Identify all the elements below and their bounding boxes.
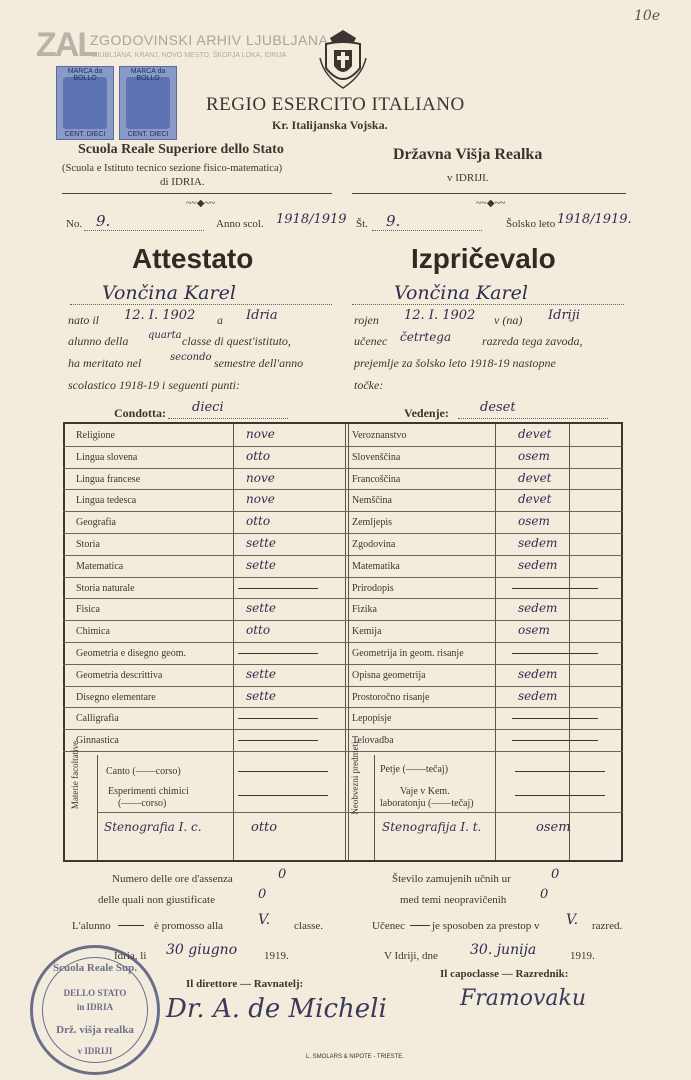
table-row-divider	[63, 446, 623, 447]
it-born-label: nato il	[68, 313, 100, 327]
revenue-stamp-2	[119, 66, 177, 140]
subject-label-sl: Veroznanstvo	[352, 430, 407, 441]
table-row-divider	[63, 489, 623, 490]
no-value: 9.	[96, 212, 111, 230]
revenue-stamp-1	[56, 66, 114, 140]
subject-label-sl: Prostoročno risanje	[352, 691, 430, 703]
optional-divider-sl	[374, 755, 375, 860]
subject-grade-it: nove	[246, 492, 275, 507]
subject-grade-it: sette	[246, 688, 277, 703]
leto-label: Šolsko leto	[506, 218, 556, 230]
absence-sl-line2: med temi neopravičenih	[400, 894, 507, 906]
ornament-left: ~~◆~~	[186, 198, 216, 209]
subject-grade-sl: devet	[518, 492, 552, 507]
header-title: REGIO ESERCITO ITALIANO	[206, 94, 465, 115]
subject-grade-sl: osem	[518, 448, 550, 463]
printer-credit: L. SMOLARS & NIPOTE - TRIESTE.	[306, 1054, 404, 1060]
it-semester: secondo	[170, 352, 212, 363]
empty-grade-dash	[512, 718, 598, 719]
sl-line3: prejemlje za šolsko leto 1918-19 nastopne	[354, 356, 556, 370]
subject-label-sl: Matematika	[352, 560, 400, 572]
table-row-divider	[63, 664, 623, 665]
director-label: Il direttore — Ravnatelj:	[186, 978, 304, 990]
optional-divider-it	[97, 755, 98, 860]
subject-grade-it: otto	[246, 514, 271, 529]
date-sl-day: 30. junija	[470, 942, 537, 958]
table-row-divider	[63, 598, 623, 599]
conduct-value-it: dieci	[192, 400, 224, 415]
left-school-city: di IDRIA.	[160, 176, 205, 188]
student-name-sl: Vončina Karel	[394, 282, 528, 304]
optional-esper-2: (——corso)	[118, 798, 167, 809]
header-divider-left	[62, 193, 332, 194]
table-row-divider	[63, 642, 623, 643]
subject-label-sl: Zgodovina	[352, 539, 396, 550]
empty-grade-dash	[238, 740, 318, 741]
subject-grade-sl: osem	[518, 623, 550, 638]
it-birth-date: 12. I. 1902	[124, 308, 196, 323]
empty-grade-dash	[512, 740, 598, 741]
subject-label-it: Geometria descrittiva	[76, 669, 163, 681]
optional-block-divider	[63, 751, 623, 752]
promotion-sl-a: Učenec	[372, 920, 405, 932]
subject-label-sl: Lepopisje	[352, 713, 392, 725]
absence-sl-line1: Število zamujenih učnih ur	[392, 873, 511, 885]
sl-class: četrtega	[400, 330, 452, 344]
absence-it-val2: 0	[258, 887, 267, 902]
it-line2a: alunno della	[68, 334, 129, 348]
subject-grade-it: nove	[246, 427, 275, 441]
subject-label-it: Disegno elementare	[76, 691, 156, 703]
date-it-day: 30 giugno	[166, 942, 238, 958]
subject-label-sl: Slovenščina	[352, 451, 401, 463]
promotion-it-b: è promosso alla	[154, 920, 224, 932]
sl-line2a: učenec	[354, 334, 388, 348]
promotion-it-class: V.	[258, 912, 271, 928]
table-row-divider	[63, 729, 623, 730]
subject-label-it: Lingua francese	[76, 473, 141, 485]
subject-grade-it: otto	[246, 623, 271, 638]
subject-grade-it: sette	[246, 601, 277, 616]
subject-label-it: Lingua slovena	[76, 451, 138, 463]
school-seal	[30, 945, 160, 1075]
seal-top-text: Scuola Reale Sup.	[52, 962, 138, 974]
coat-of-arms-icon	[316, 28, 370, 92]
absence-it-val1: 0	[278, 867, 287, 882]
subject-grade-it: nove	[246, 470, 275, 485]
promotion-sl-b: je sposoben za prestop v	[432, 920, 540, 932]
optional-side-it: Materie facoltative	[70, 740, 80, 810]
optional-esper-1: Esperimenti chimici	[108, 786, 189, 797]
title-attestato: Attestato	[132, 243, 254, 274]
sl-born-label: rojen	[354, 313, 379, 327]
ornament-right: ~~◆~~	[476, 198, 506, 209]
revenue-stamp-bottom-label: CENT. DIECI	[64, 131, 106, 138]
promotion-sl-c: razred.	[592, 920, 623, 932]
subject-grade-it: sette	[246, 536, 277, 550]
conduct-label-it: Condotta:	[114, 406, 167, 420]
subject-label-it: Lingua tedesca	[76, 495, 137, 507]
subject-grade-sl: sedem	[518, 557, 558, 572]
class-teacher-label: Il capoclasse — Razrednik:	[440, 968, 569, 980]
promotion-it-c: classe.	[294, 920, 324, 932]
empty-grade-dash	[238, 588, 318, 589]
subject-grade-it: sette	[246, 557, 277, 572]
promotion-it-a: L'alunno	[72, 920, 111, 932]
table-row-divider	[63, 533, 623, 534]
table-row-divider	[63, 577, 623, 578]
subject-grade-it: otto	[246, 448, 271, 463]
optional-side-sl: Neobvezni predmeti	[350, 741, 360, 815]
sl-line2b: razreda tega zavoda,	[482, 334, 583, 348]
promotion-sl-class: V.	[566, 912, 579, 928]
empty-grade-dash	[238, 718, 318, 719]
sl-line4: točke:	[354, 378, 384, 392]
archive-subtitle: LJUBLJANA, KRANJ, NOVO MESTO, ŠKOFJA LOKA, IDRIJA	[92, 52, 287, 59]
absence-it-line2: delle quali non giustificate	[98, 894, 215, 906]
optional-petje: Petje (——tečaj)	[380, 764, 449, 775]
table-row-divider	[63, 707, 623, 708]
anno-label: Anno scol.	[216, 218, 264, 230]
it-class: quarta	[148, 330, 182, 341]
title-izpricevalo: Izpričevalo	[411, 243, 556, 274]
subject-label-it: Storia	[76, 539, 100, 550]
date-sl-year: 1919.	[570, 950, 595, 962]
right-school-name: Državna Višja Realka	[393, 146, 543, 163]
subject-label-it: Storia naturale	[76, 582, 135, 594]
revenue-stamp-top-label: MARCA da BOLLO	[67, 68, 103, 82]
empty-grade-dash	[512, 588, 598, 589]
revenue-stamp-top-label: MARCA da BOLLO	[130, 68, 166, 82]
empty-grade-dash	[238, 653, 318, 654]
absence-it-line1: Numero delle ore d'assenza	[112, 873, 233, 885]
empty-grade-dash	[512, 653, 598, 654]
subject-label-sl: Nemščina	[352, 495, 392, 507]
subject-label-sl: Geometrija in geom. risanje	[352, 648, 464, 659]
table-row-divider	[63, 468, 623, 469]
subject-grade-sl: sedem	[518, 666, 558, 681]
archive-ref: 10e	[634, 8, 661, 24]
subject-grade-sl: devet	[518, 470, 552, 485]
optional-steno-it-grade: otto	[251, 820, 278, 835]
no-label: No.	[66, 218, 83, 230]
subject-grade-sl: osem	[518, 514, 550, 529]
it-line3a: ha meritato nel	[68, 356, 142, 370]
subject-label-it: Matematica	[76, 560, 124, 572]
optional-steno-sl: Stenografija I. t.	[382, 820, 482, 834]
date-it-place: Idria, li	[114, 950, 147, 962]
revenue-stamp-bottom-label: CENT. DIECI	[127, 131, 169, 138]
left-school-name: Scuola Reale Superiore dello Stato	[78, 142, 284, 157]
class-teacher-signature: Framovaku	[460, 986, 587, 1011]
director-signature: Dr. A. de Micheli	[166, 994, 387, 1024]
table-row-divider	[63, 686, 623, 687]
subject-label-it: Geografia	[76, 517, 116, 529]
subject-label-it: Ginnastica	[76, 735, 119, 747]
subject-label-sl: Prirodopis	[352, 582, 394, 594]
date-it-year: 1919.	[264, 950, 289, 962]
subject-label-it: Chimica	[76, 626, 110, 638]
archive-name: ZGODOVINSKI ARHIV LJUBLJANA	[90, 32, 329, 48]
it-line2b: classe di quest'istituto,	[182, 334, 291, 348]
archive-logo: ZAL	[36, 26, 97, 64]
it-birth-place: Idria	[246, 308, 278, 323]
optional-canto: Canto (——corso)	[106, 766, 181, 777]
subject-label-sl: Telovadba	[352, 735, 394, 747]
conduct-value-sl: deset	[480, 400, 516, 415]
header-subtitle: Kr. Italijanska Vojska.	[272, 118, 388, 132]
sl-birth-place: Idriji	[548, 308, 581, 323]
optional-vaje-2: laboratonju (——tečaj)	[380, 798, 474, 809]
leto-value: 1918/1919.	[557, 212, 632, 227]
subject-grade-sl: sedem	[518, 601, 558, 616]
subject-label-sl: Opisna geometrija	[352, 669, 426, 681]
seal-middle1-text: DELLO STATO	[63, 988, 127, 998]
absence-sl-val2: 0	[540, 887, 549, 902]
optional-block-divider	[97, 812, 623, 813]
subject-grade-sl: devet	[518, 427, 552, 441]
it-line3b: semestre dell'anno	[214, 356, 304, 370]
table-row-divider	[63, 555, 623, 556]
optional-vaje-1: Vaje v Kem.	[400, 786, 450, 797]
optional-steno-it: Stenografia I. c.	[104, 820, 202, 834]
seal-middle2-text: in IDRIA	[76, 1002, 114, 1012]
seal-bottom-text: Drž. višja realka	[56, 1024, 134, 1036]
subject-label-it: Fisica	[76, 604, 100, 616]
subject-label-sl: Zemljepis	[352, 517, 392, 529]
subject-label-it: Geometria e disegno geom.	[76, 648, 186, 659]
left-school-desc: (Scuola e Istituto tecnico sezione fisico-matematica)	[62, 163, 283, 174]
conduct-label-sl: Vedenje:	[404, 406, 449, 420]
sl-v-label: v (na)	[494, 313, 523, 327]
date-sl-place: V Idriji, dne	[384, 950, 438, 962]
optional-steno-sl-grade: osem	[536, 820, 571, 835]
subject-label-sl: Fizika	[352, 604, 377, 616]
st-value: 9.	[386, 212, 401, 230]
sl-birth-date: 12. I. 1902	[404, 308, 476, 323]
subject-label-sl: Kemija	[352, 626, 382, 638]
subject-grade-sl: sedem	[518, 688, 558, 703]
table-row-divider	[63, 620, 623, 621]
absence-sl-val1: 0	[551, 867, 560, 882]
seal-city-text: v IDRIJI	[77, 1046, 113, 1056]
subject-label-it: Calligrafia	[76, 713, 119, 725]
right-school-city: v IDRIJI.	[447, 172, 489, 184]
st-label: Št.	[356, 218, 368, 230]
subject-label-sl: Francoščina	[352, 473, 401, 485]
subject-grade-it: sette	[246, 666, 277, 681]
subject-grade-sl: sedem	[518, 536, 558, 550]
student-name-it: Vončina Karel	[102, 282, 236, 304]
it-line4: scolastico 1918-19 i seguenti punti:	[68, 378, 240, 392]
header-divider-right	[352, 193, 626, 194]
it-a-label: a	[217, 313, 223, 327]
anno-value: 1918/1919	[276, 212, 347, 227]
subject-label-it: Religione	[76, 430, 115, 441]
table-row-divider	[63, 511, 623, 512]
